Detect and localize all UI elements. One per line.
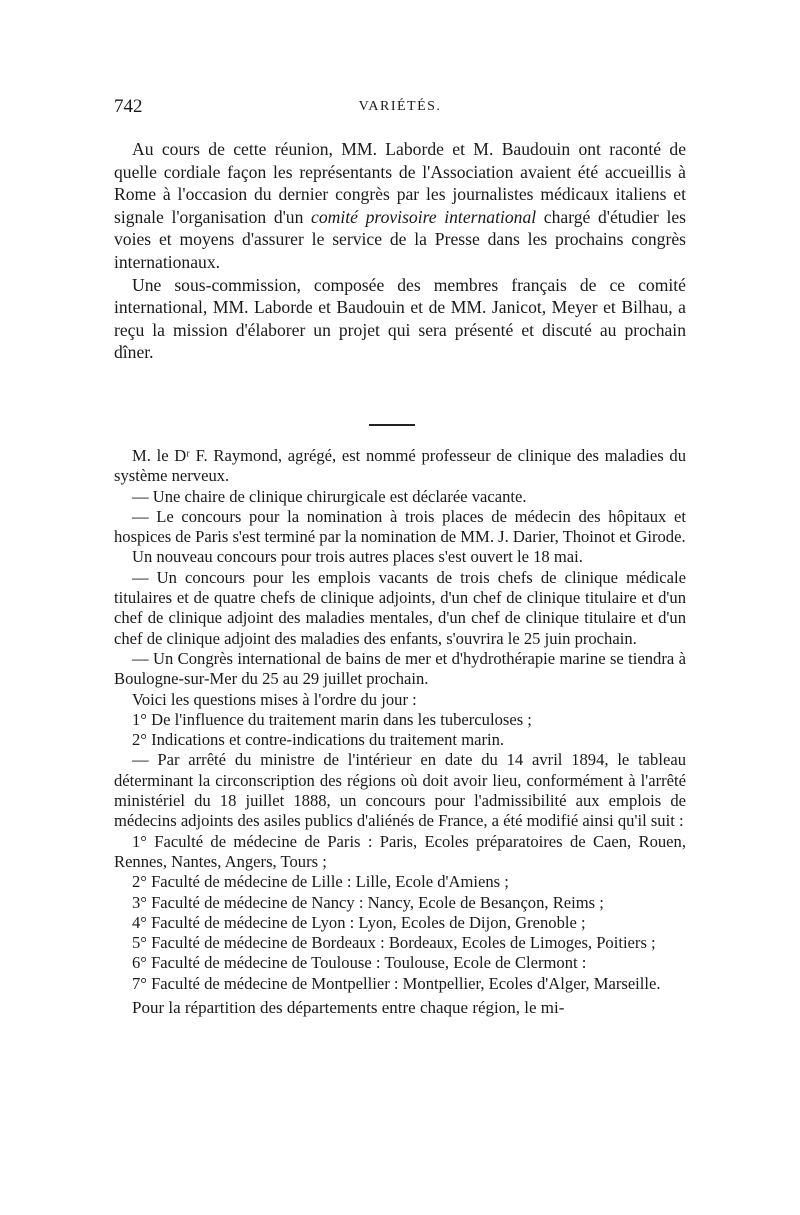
news-paragraph: — Un Congrès international de bains de mer et d'hydrothérapie marine se tiendra à Boulogne-sur-Mer du 25 au 29 juillet prochain. [114,648,686,689]
region-list-item: 5° Faculté de médecine de Bordeaux : Bordeaux, Ecoles de Limoges, Poitiers ; [132,933,656,953]
region-list-item: 7° Faculté de médecine de Montpellier : Montpellier, Ecoles d'Alger, Marseille. [132,973,661,993]
region-list-item: 3° Faculté de médecine de Nancy : Nancy, Ecole de Besançon, Reims ; [132,892,604,912]
section-separator [369,424,415,426]
news-paragraph: — Une chaire de clinique chirurgicale est déclarée vacante. [132,486,527,506]
comite-provisoire-international: comité provisoire international [311,206,537,227]
news-paragraph: Un nouveau concours pour trois autres places s'est ouvert le 18 mai. [132,547,583,567]
paragraph-reunion-text-start: Au cours de cette réunion, MM. Laborde et M. Baudouin ont raconté de quelle cordiale façon les représentants de l'Association avaient été accueillis à Rome à l'occasion du dernier congrès par les journalistes médicaux italiens et signale l'organisation d'un [114,139,686,227]
news-paragraph: 2° Indications et contre-indications du traitement marin. [132,730,505,750]
paragraph-reunion-text-end: chargé d'étudier les voies et moyens d'assurer le service de la Presse dans les prochains congrès internationaux. [114,206,686,272]
running-title: VARIÉTÉS. [358,99,442,114]
paragraph-reunion [114,138,686,274]
news-paragraph: — Par arrêté du ministre de l'intérieur en date du 14 avril 1894, le tableau déterminant la circonscription des régions où doit avoir lieu, conformément à l'arrêté ministériel du 18 juillet 1888, un concours pour l'admissibilité aux emplois de médecins adjoints des asiles publics d'aliénés de France, a été modifié ainsi qu'il suit : [114,750,686,831]
news-paragraph: — Le concours pour la nomination à trois places de médecin des hôpitaux et hospices de Paris s'est terminé par la nomination de MM. J. Darier, Thoinot et Girode. [114,506,686,547]
news-paragraph: 1° De l'influence du traitement marin dans les tuberculoses ; [132,709,532,729]
news-items-section [114,446,686,1018]
association-report-section [114,138,686,364]
region-list-item: 4° Faculté de médecine de Lyon : Lyon, Ecoles de Dijon, Grenoble ; [132,912,586,932]
paragraph-sous-commission: Une sous-commission, composée des membres français de ce comité international, MM. Laborde et Baudouin et de MM. Janicot, Meyer et Bilhau, a reçu la mission d'élaborer un projet qui sera présenté et discuté au prochain dîner. [114,274,686,363]
news-paragraph: — Un concours pour les emplois vacants de trois chefs de clinique médicale titulaires et de quatre chefs de clinique adjoints, d'un chef de clinique titulaire et d'un chef de clinique adjoint des maladies mentales, d'un chef de clinique titulaire et d'un chef de clinique adjoint des maladies des enfants, s'ouvrira le 25 juin prochain. [114,567,686,648]
final-paragraph: Pour la répartition des départements entre chaque région, le mi- [132,998,565,1018]
page-header [114,96,686,122]
page-number: 742 [114,96,143,117]
news-paragraph: Voici les questions mises à l'ordre du jour : [132,689,417,709]
region-list-item: 6° Faculté de médecine de Toulouse : Toulouse, Ecole de Clermont : [132,953,587,973]
region-list-item: 1° Faculté de médecine de Paris : Paris, Ecoles préparatoires de Caen, Rouen, Rennes, Nantes, Angers, Tours ; [114,831,686,871]
news-paragraph: M. le Dʳ F. Raymond, agrégé, est nommé professeur de clinique des maladies du système nerveux. [114,446,686,486]
region-list-item: 2° Faculté de médecine de Lille : Lille, Ecole d'Amiens ; [132,872,509,892]
